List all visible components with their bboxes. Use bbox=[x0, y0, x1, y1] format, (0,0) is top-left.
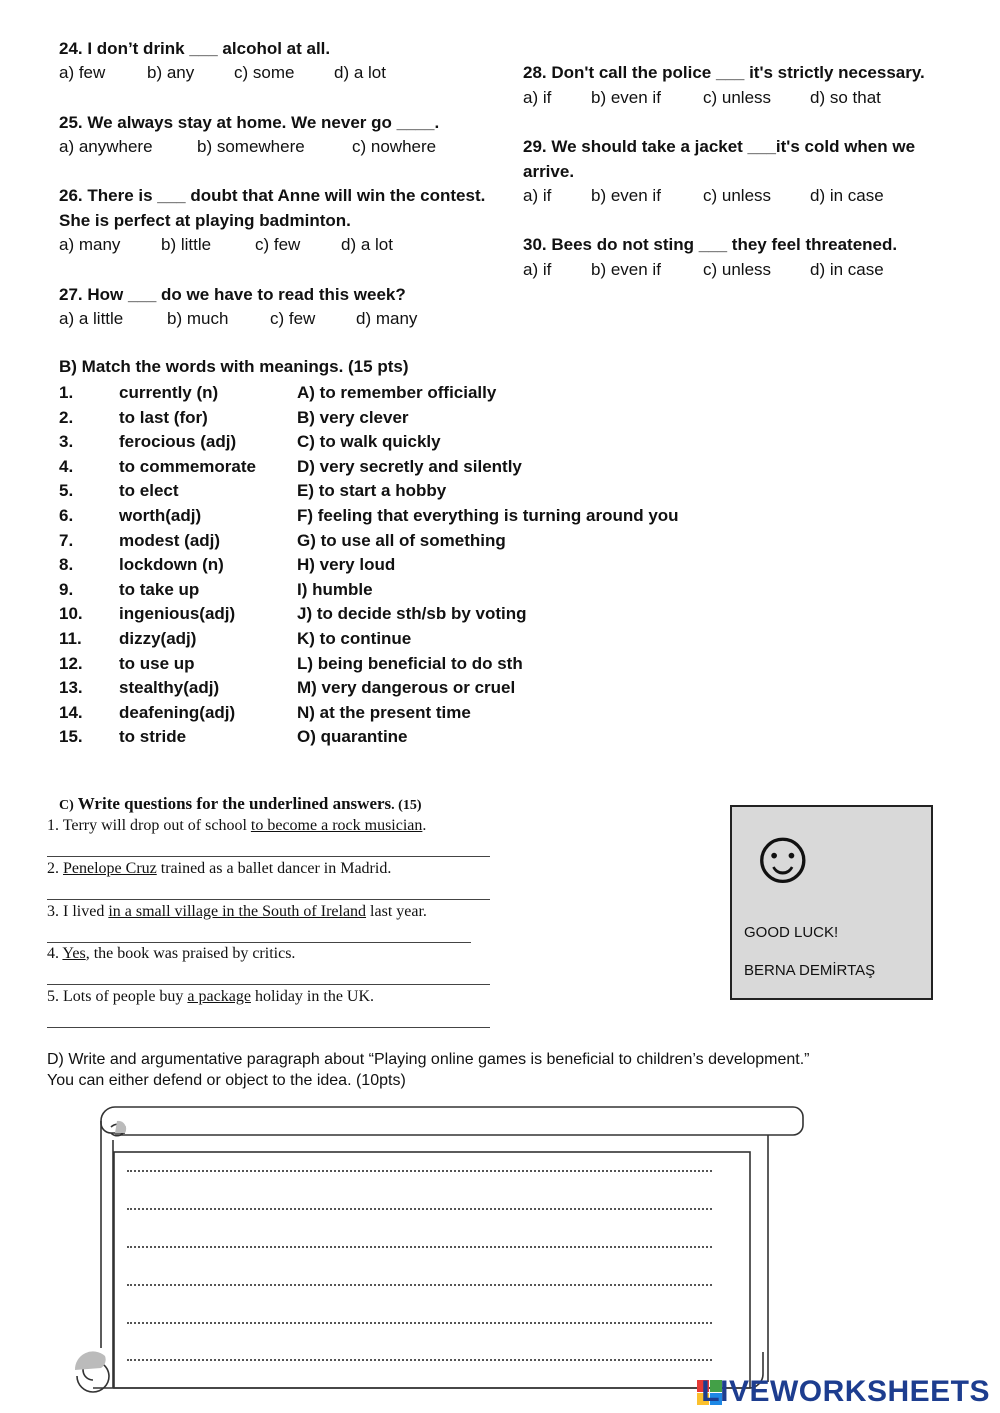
match-number: 8. bbox=[59, 555, 74, 575]
option[interactable]: a) few bbox=[59, 63, 106, 82]
option[interactable]: a) if bbox=[523, 260, 552, 279]
option[interactable]: d) many bbox=[356, 309, 418, 328]
section-d-line2: You can either defend or object to the idea. (10pts) bbox=[47, 1072, 406, 1089]
c-item-text: 1. Terry will drop out of school bbox=[47, 817, 251, 834]
option[interactable]: c) few bbox=[255, 235, 301, 254]
match-meaning[interactable]: D) very secretly and silently bbox=[297, 456, 522, 476]
question-29-options bbox=[523, 185, 943, 207]
match-word[interactable]: to last (for) bbox=[119, 407, 208, 427]
match-meaning[interactable]: L) being beneficial to do sth bbox=[297, 653, 523, 673]
question-30: 30. Bees do not sting ___ they feel threatened. bbox=[523, 235, 898, 254]
option[interactable]: b) somewhere bbox=[197, 137, 305, 156]
section-b-title: B) Match the words with meanings. (15 pts) bbox=[59, 357, 409, 376]
match-number: 11. bbox=[59, 629, 82, 648]
question-28: 28. Don't call the police ___ it's strictly necessary. bbox=[523, 63, 925, 82]
c-item-text: last year. bbox=[366, 903, 427, 920]
option[interactable]: a) a little bbox=[59, 309, 124, 328]
writing-line[interactable] bbox=[127, 1359, 712, 1361]
match-number: 1. bbox=[59, 383, 74, 402]
match-meaning[interactable]: F) feeling that everything is turning around you bbox=[297, 506, 679, 525]
match-number: 13. bbox=[59, 678, 83, 698]
match-word[interactable]: deafening(adj) bbox=[119, 702, 236, 722]
question-26-options bbox=[59, 234, 479, 256]
match-word[interactable]: ferocious (adj) bbox=[119, 432, 237, 452]
option[interactable]: c) unless bbox=[703, 260, 772, 279]
option[interactable]: c) few bbox=[270, 309, 316, 328]
c-item-underlined: in a small village in the South of Ireland bbox=[108, 903, 367, 920]
c-item-text: 2. bbox=[47, 860, 63, 877]
option[interactable]: c) unless bbox=[703, 88, 772, 107]
writing-line[interactable] bbox=[127, 1208, 712, 1210]
smiley-icon: ☺ bbox=[744, 814, 822, 899]
c-item-text: , the book was praised by critics. bbox=[85, 945, 296, 962]
question-28-options bbox=[523, 87, 943, 109]
match-number: 15. bbox=[59, 727, 83, 747]
match-meaning[interactable]: H) very loud bbox=[297, 555, 396, 575]
answer-line-3[interactable] bbox=[47, 942, 471, 943]
answer-line-4[interactable] bbox=[47, 984, 490, 985]
section-c-letter: C) bbox=[59, 798, 74, 813]
question-24: 24. I don’t drink ___ alcohol at all. bbox=[59, 39, 331, 58]
c-item-5 bbox=[47, 987, 374, 1007]
match-number: 3. bbox=[59, 432, 74, 452]
c-item-3 bbox=[47, 902, 427, 922]
match-meaning[interactable]: B) very clever bbox=[297, 407, 409, 427]
teacher-name: BERNA DEMİRTAŞ bbox=[744, 962, 876, 979]
match-meaning[interactable]: O) quarantine bbox=[297, 727, 408, 747]
section-c-points: . (15) bbox=[391, 798, 422, 813]
match-word[interactable]: to take up bbox=[119, 579, 200, 599]
option[interactable]: b) even if bbox=[591, 88, 661, 107]
match-word[interactable]: dizzy(adj) bbox=[119, 629, 197, 648]
good-luck-text: GOOD LUCK! bbox=[744, 924, 839, 941]
answer-line-1[interactable] bbox=[47, 856, 490, 857]
section-d-line1: D) Write and argumentative paragraph about “Playing online games is beneficial to children’s development.” bbox=[47, 1051, 810, 1068]
match-number: 2. bbox=[59, 407, 74, 427]
question-25: 25. We always stay at home. We never go ____. bbox=[59, 113, 440, 132]
c-item-text: trained as a ballet dancer in Madrid. bbox=[156, 860, 392, 877]
option[interactable]: a) anywhere bbox=[59, 137, 153, 156]
match-word[interactable]: worth(adj) bbox=[119, 506, 202, 525]
option[interactable]: d) a lot bbox=[334, 63, 386, 82]
match-word[interactable]: to commemorate bbox=[119, 456, 256, 476]
option[interactable]: d) in case bbox=[810, 186, 884, 205]
match-meaning[interactable]: N) at the present time bbox=[297, 702, 471, 722]
writing-line[interactable] bbox=[127, 1322, 712, 1324]
option[interactable]: d) in case bbox=[810, 260, 884, 279]
match-number: 10. bbox=[59, 604, 83, 624]
scroll-frame bbox=[55, 1100, 815, 1400]
match-number: 7. bbox=[59, 530, 74, 550]
question-29-line1: 29. We should take a jacket ___it's cold when we bbox=[523, 137, 916, 156]
match-number: 9. bbox=[59, 579, 74, 599]
option[interactable]: d) a lot bbox=[341, 235, 393, 254]
writing-line[interactable] bbox=[127, 1284, 712, 1286]
section-c-heading: Write questions for the underlined answers bbox=[77, 794, 392, 813]
question-27-options bbox=[59, 308, 479, 330]
c-item-text: 4. bbox=[47, 945, 63, 962]
c-item-underlined: Yes bbox=[62, 945, 86, 962]
question-26-line2: She is perfect at playing badminton. bbox=[59, 211, 351, 230]
question-25-options bbox=[59, 136, 479, 158]
writing-line[interactable] bbox=[127, 1246, 712, 1248]
match-meaning[interactable]: J) to decide sth/sb by voting bbox=[297, 604, 527, 624]
c-item-text: holiday in the UK. bbox=[250, 988, 375, 1005]
c-item-underlined: a package bbox=[187, 988, 251, 1005]
match-meaning[interactable]: I) humble bbox=[297, 579, 373, 599]
question-27: 27. How ___ do we have to read this week? bbox=[59, 285, 406, 304]
match-number: 6. bbox=[59, 506, 74, 525]
option[interactable]: b) little bbox=[161, 235, 212, 254]
match-word[interactable]: ingenious(adj) bbox=[119, 604, 236, 624]
c-item-text: 5. Lots of people buy bbox=[47, 988, 188, 1005]
option[interactable]: b) any bbox=[147, 63, 195, 82]
option[interactable]: c) nowhere bbox=[352, 137, 437, 156]
liveworksheets-logo: LIVEWORKSHEETS bbox=[701, 1375, 990, 1408]
match-word[interactable]: currently (n) bbox=[119, 383, 219, 402]
answer-line-5[interactable] bbox=[47, 1027, 490, 1028]
question-24-options bbox=[59, 62, 459, 84]
match-number: 14. bbox=[59, 702, 83, 722]
match-meaning[interactable]: M) very dangerous or cruel bbox=[297, 678, 516, 698]
c-item-underlined: Penelope Cruz bbox=[63, 860, 157, 877]
answer-line-2[interactable] bbox=[47, 899, 490, 900]
c-item-text: 3. I lived bbox=[47, 903, 109, 920]
c-item-underlined: to become a rock musician bbox=[250, 817, 423, 834]
match-word[interactable]: to stride bbox=[119, 727, 187, 747]
option[interactable]: c) unless bbox=[703, 186, 772, 205]
match-word[interactable]: modest (adj) bbox=[119, 530, 221, 550]
option[interactable]: a) if bbox=[523, 186, 552, 205]
writing-line[interactable] bbox=[127, 1170, 712, 1172]
match-number: 12. bbox=[59, 653, 83, 673]
c-item-1 bbox=[47, 816, 426, 836]
match-number: 4. bbox=[59, 456, 74, 476]
option[interactable]: a) many bbox=[59, 235, 121, 254]
match-word[interactable]: to elect bbox=[119, 481, 179, 501]
option[interactable]: b) much bbox=[167, 309, 229, 328]
match-word[interactable]: to use up bbox=[119, 653, 195, 673]
match-word[interactable]: lockdown (n) bbox=[119, 555, 224, 575]
c-item-text: . bbox=[422, 817, 427, 834]
match-word[interactable]: stealthy(adj) bbox=[119, 678, 220, 698]
option[interactable]: b) even if bbox=[591, 260, 661, 279]
question-26-line1: 26. There is ___ doubt that Anne will win the contest. bbox=[59, 186, 486, 205]
match-meaning[interactable]: E) to start a hobby bbox=[297, 481, 447, 501]
option[interactable]: c) some bbox=[234, 63, 295, 82]
section-d-instruction bbox=[47, 1049, 977, 1091]
question-29-line2: arrive. bbox=[523, 162, 575, 181]
question-30-options bbox=[523, 259, 943, 281]
option[interactable]: d) so that bbox=[810, 88, 881, 107]
option[interactable]: b) even if bbox=[591, 186, 661, 205]
match-meaning[interactable]: K) to continue bbox=[297, 629, 412, 648]
match-number: 5. bbox=[59, 481, 74, 501]
good-luck-box bbox=[730, 805, 933, 1000]
c-item-4 bbox=[47, 944, 295, 964]
section-c-title bbox=[59, 794, 421, 814]
match-meaning[interactable]: A) to remember officially bbox=[297, 383, 497, 402]
c-item-2 bbox=[47, 859, 391, 879]
match-meaning[interactable]: C) to walk quickly bbox=[297, 432, 441, 452]
match-meaning[interactable]: G) to use all of something bbox=[297, 530, 506, 550]
option[interactable]: a) if bbox=[523, 88, 552, 107]
